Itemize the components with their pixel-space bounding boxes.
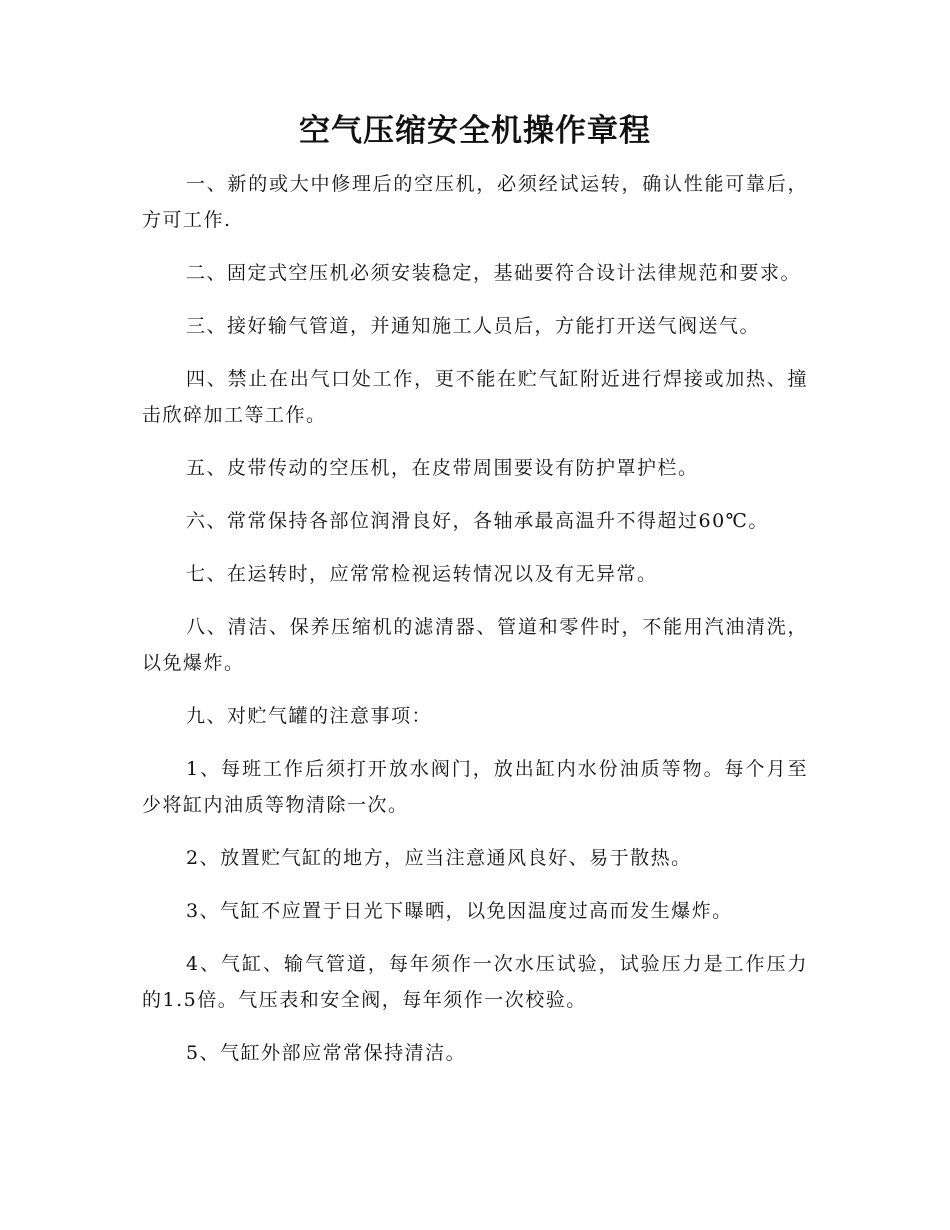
paragraph-3: 三、接好输气管道，并通知施工人员后，方能打开送气阀送气。	[186, 315, 761, 337]
paragraph-9: 九、对贮气罐的注意事项：	[186, 705, 433, 727]
paragraph-5: 五、皮带传动的空压机，在皮带周围要设有防护罩护栏。	[186, 457, 699, 479]
paragraph-11: 2、放置贮气缸的地方，应当注意通风良好、易于散热。	[186, 847, 692, 869]
paragraph-7: 七、在运转时，应常常检视运转情况以及有无异常。	[186, 563, 658, 585]
paragraph-4: 四、禁止在出气口处工作，更不能在贮气缸附近进行焊接或加热、撞击欣碎加工等工作。	[142, 368, 808, 426]
paragraph-14: 5、气缸外部应常常保持清洁。	[186, 1042, 467, 1064]
document-title: 空气压缩安全机操作章程	[299, 113, 651, 149]
paragraph-10: 1、每班工作后须打开放水阀门，放出缸内水份油质等物。每个月至少将缸内油质等物清除一次。	[142, 758, 808, 816]
paragraph-8: 八、清洁、保养压缩机的滤清器、管道和零件时，不能用汽油清洗，以免爆炸。	[142, 616, 808, 674]
paragraph-1: 一、新的或大中修理后的空压机，必须经试运转，确认性能可靠后，方可工作.	[142, 173, 808, 231]
document-body	[142, 166, 808, 1088]
paragraph-12: 3、气缸不应置于日光下曝晒，以免因温度过高而发生爆炸。	[186, 900, 733, 922]
paragraph-2: 二、固定式空压机必须安装稳定，基础要符合设计法律规范和要求。	[186, 262, 802, 284]
paragraph-6: 六、常常保持各部位润滑良好，各轴承最高温升不得超过60℃。	[186, 510, 769, 532]
paragraph-13: 4、气缸、输气管道，每年须作一次水压试验，试验压力是工作压力的1.5倍。气压表和安全阀，每年须作一次校验。	[142, 953, 808, 1011]
